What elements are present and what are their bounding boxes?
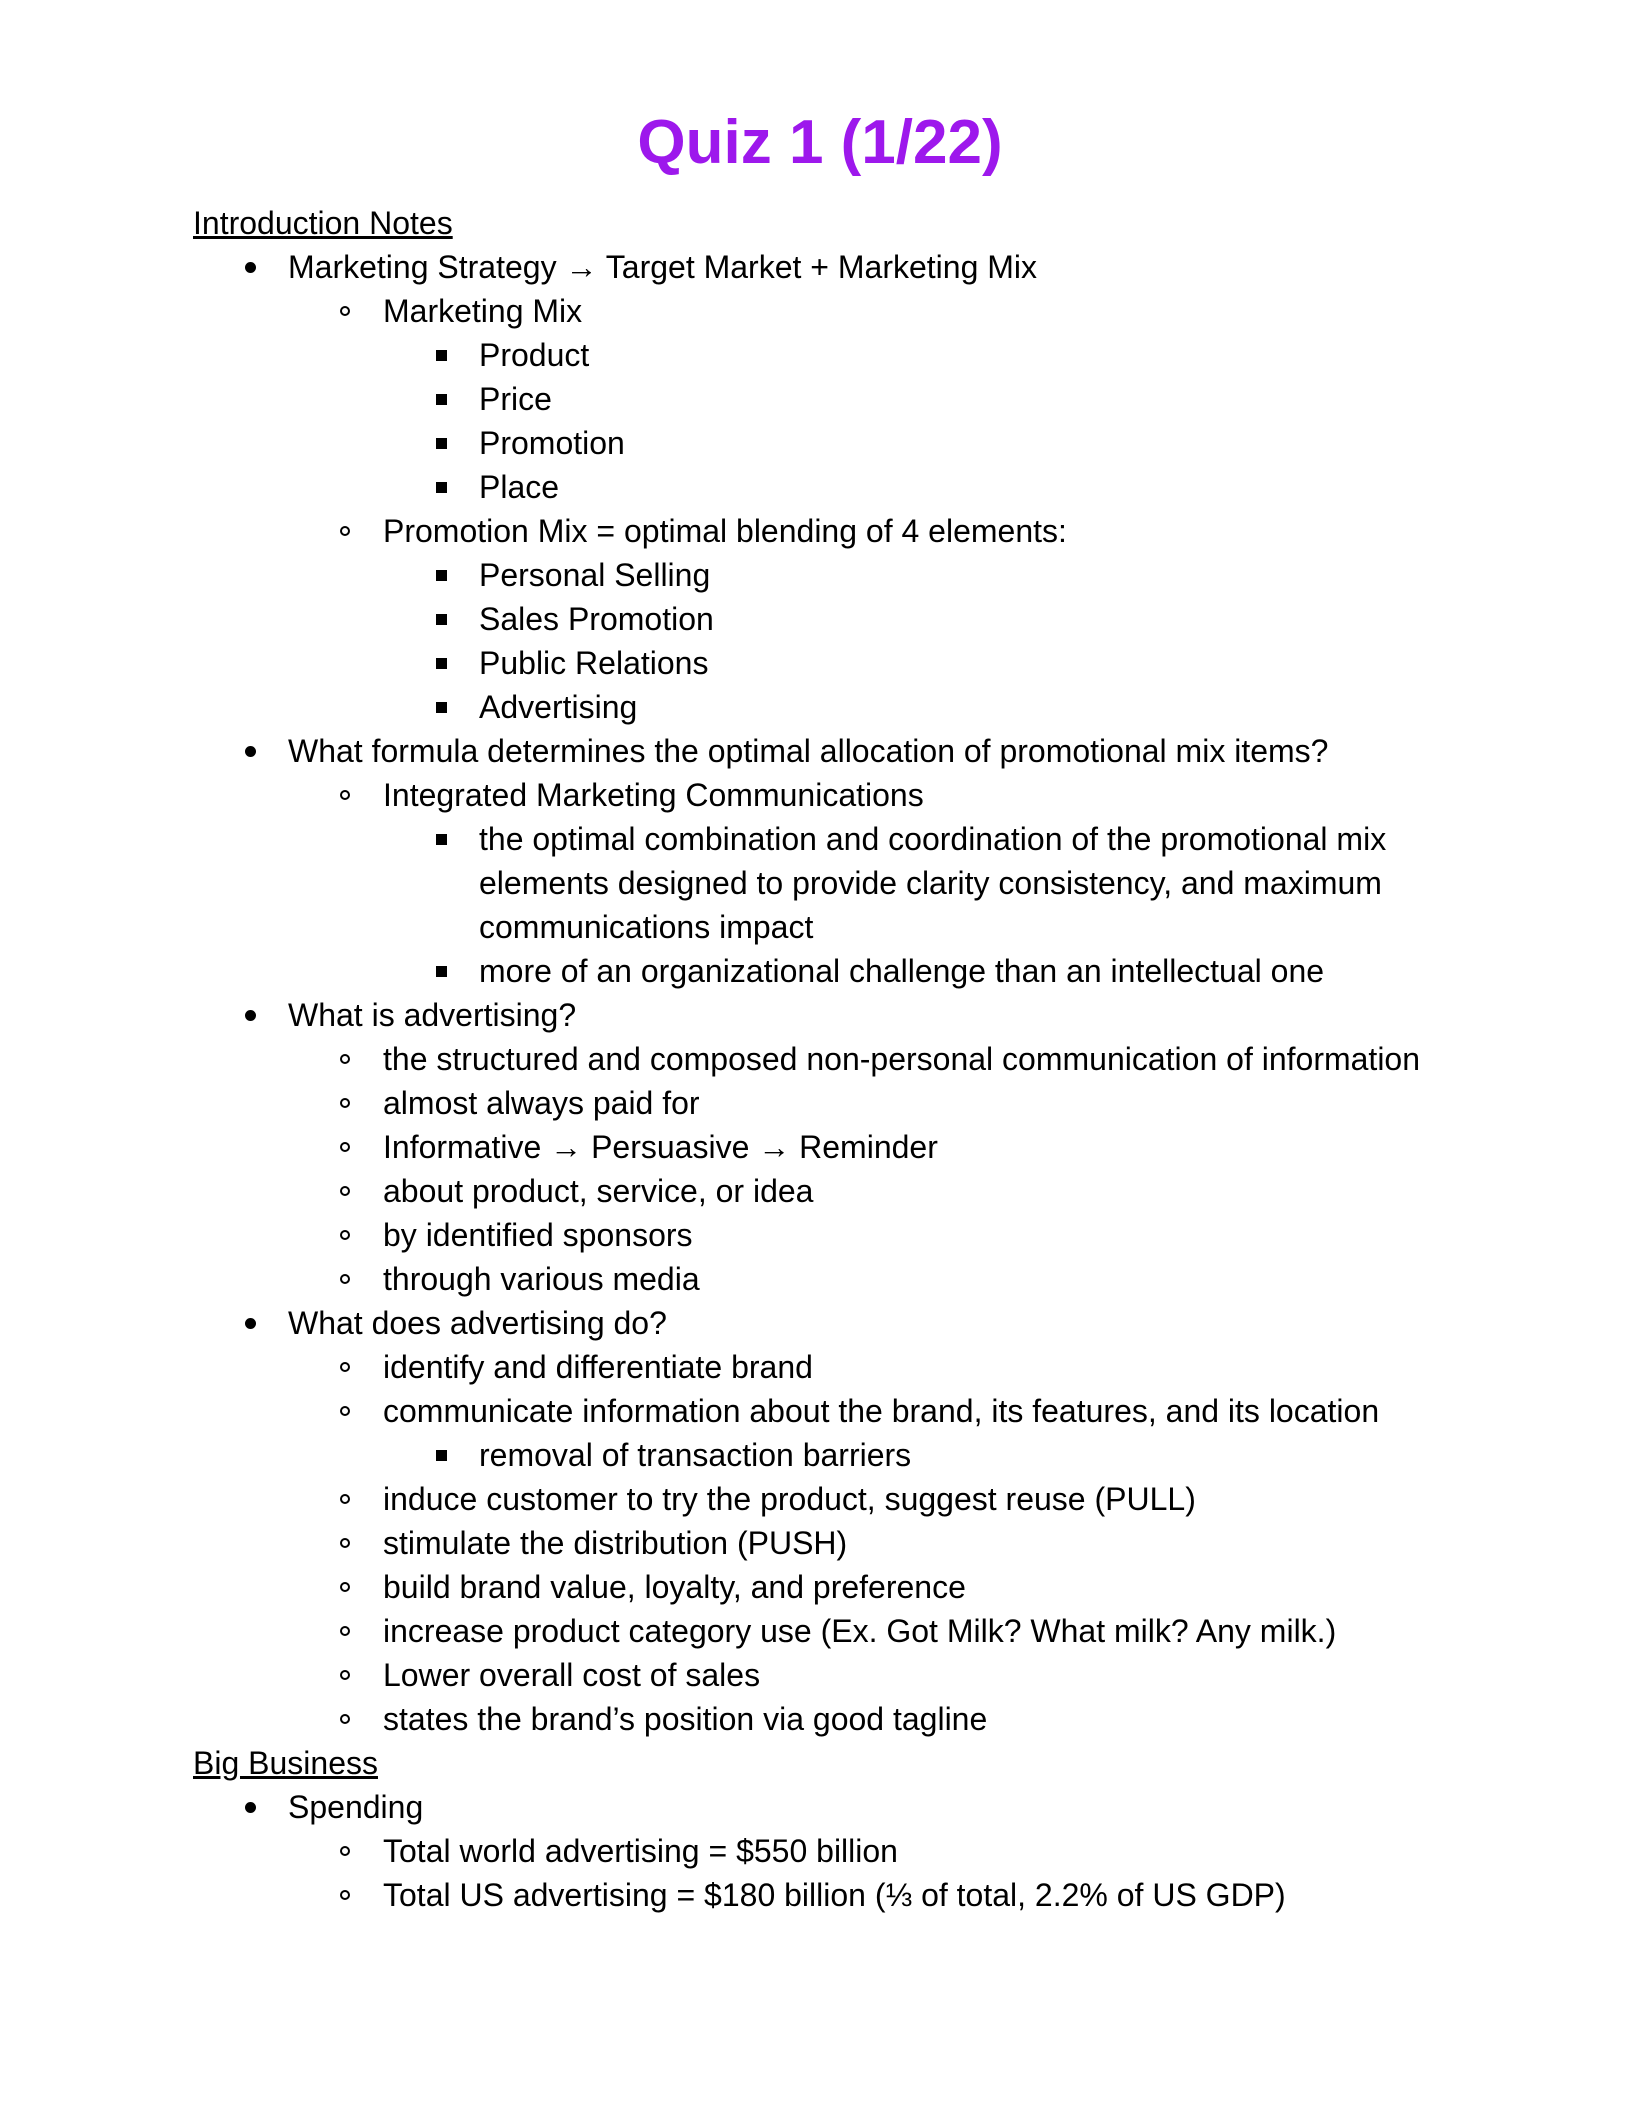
circle-bullet-icon [333,1037,357,1081]
list-item-text: communicate information about the brand, its features, and its location [383,1393,1380,1429]
list-item [193,1609,1453,1653]
list-item-text: stimulate the distribution (PUSH) [383,1525,848,1561]
list-item [193,509,1453,553]
square-bullet-icon [429,377,453,421]
list-item-text: more of an organizational challenge than an intellectual one [479,953,1325,989]
list-item-text: Price [479,381,552,417]
square-bullet-icon [429,817,453,861]
list-item-text: Product [479,337,590,373]
circle-bullet-icon [333,1213,357,1257]
list-item [193,1213,1453,1257]
square-bullet-icon [429,333,453,377]
list-item [193,1697,1453,1741]
circle-bullet-icon [333,1829,357,1873]
bullet-list [193,245,1453,1741]
list-item-text: the optimal combination and coordination of the promotional mix elements designed to provide clarity consistency, and maximum communications impact [479,821,1387,945]
list-item-text: increase product category use (Ex. Got Milk? What milk? Any milk.) [383,1613,1337,1649]
list-item [193,685,1453,729]
list-item [193,641,1453,685]
list-item [193,1257,1453,1301]
list-item [193,817,1453,949]
list-item [193,1389,1453,1433]
square-bullet-icon [429,597,453,641]
square-bullet-icon [429,465,453,509]
circle-bullet-icon [333,1697,357,1741]
disc-bullet-icon [238,993,262,1037]
list-item-text: Promotion [479,425,625,461]
section-heading: Big Business [193,1745,378,1781]
circle-bullet-icon [333,1873,357,1917]
square-bullet-icon [429,641,453,685]
list-item-text: What does advertising do? [288,1305,667,1341]
square-bullet-icon [429,1433,453,1477]
list-item-text: by identified sponsors [383,1217,693,1253]
list-item-text: What is advertising? [288,997,577,1033]
list-item [193,1565,1453,1609]
circle-bullet-icon [333,1125,357,1169]
list-item-text: build brand value, loyalty, and preference [383,1569,966,1605]
circle-bullet-icon [333,1521,357,1565]
list-item [193,1301,1453,1345]
list-item [193,949,1453,993]
list-item-text: Advertising [479,689,638,725]
list-item [193,1829,1453,1873]
bullet-list [193,1785,1453,1917]
circle-bullet-icon [333,1389,357,1433]
circle-bullet-icon [333,1653,357,1697]
list-item [193,1433,1453,1477]
list-item [193,1785,1453,1829]
list-item [193,1081,1453,1125]
list-item-text: almost always paid for [383,1085,700,1121]
list-item [193,993,1453,1037]
list-item [193,1873,1453,1917]
section-heading: Introduction Notes [193,205,453,241]
list-item-text: Spending [288,1789,424,1825]
list-item [193,377,1453,421]
disc-bullet-icon [238,1301,262,1345]
list-item [193,1169,1453,1213]
list-item-text: Informative → Persuasive → Reminder [383,1129,938,1165]
list-item [193,421,1453,465]
list-item [193,465,1453,509]
list-item-text: Integrated Marketing Communications [383,777,924,813]
list-item-text: removal of transaction barriers [479,1437,912,1473]
square-bullet-icon [429,685,453,729]
list-item [193,333,1453,377]
list-item-text: Place [479,469,560,505]
list-item-text: about product, service, or idea [383,1173,814,1209]
list-item [193,289,1453,333]
disc-bullet-icon [238,245,262,289]
list-item [193,553,1453,597]
list-item [193,1477,1453,1521]
list-item-text: Marketing Mix [383,293,583,329]
square-bullet-icon [429,553,453,597]
list-item-text: Public Relations [479,645,709,681]
list-item-text: Personal Selling [479,557,711,593]
square-bullet-icon [429,949,453,993]
circle-bullet-icon [333,1477,357,1521]
list-item-text: through various media [383,1261,700,1297]
list-item-text: Sales Promotion [479,601,714,637]
list-item [193,597,1453,641]
list-item-text: Marketing Strategy → Target Market + Marketing Mix [288,249,1038,285]
list-item [193,1125,1453,1169]
list-item [193,1037,1453,1081]
list-item-text: What formula determines the optimal allocation of promotional mix items? [288,733,1329,769]
disc-bullet-icon [238,729,262,773]
square-bullet-icon [429,421,453,465]
list-item-text: states the brand’s position via good tagline [383,1701,988,1737]
list-item [193,245,1453,289]
list-item [193,1345,1453,1389]
list-item-text: Promotion Mix = optimal blending of 4 elements: [383,513,1067,549]
notes-content [193,201,1453,1917]
circle-bullet-icon [333,289,357,333]
page-title: Quiz 1 (1/22) [637,108,1003,177]
list-item-text: identify and differentiate brand [383,1349,813,1385]
circle-bullet-icon [333,1169,357,1213]
list-item-text: the structured and composed non-personal communication of information [383,1041,1421,1077]
circle-bullet-icon [333,1609,357,1653]
list-item [193,1653,1453,1697]
list-item [193,1521,1453,1565]
circle-bullet-icon [333,1081,357,1125]
circle-bullet-icon [333,1345,357,1389]
circle-bullet-icon [333,773,357,817]
list-item-text: induce customer to try the product, suggest reuse (PULL) [383,1481,1196,1517]
list-item [193,773,1453,817]
disc-bullet-icon [238,1785,262,1829]
list-item-text: Total world advertising = $550 billion [383,1833,898,1869]
circle-bullet-icon [333,509,357,553]
list-item-text: Lower overall cost of sales [383,1657,761,1693]
list-item [193,729,1453,773]
list-item-text: Total US advertising = $180 billion (⅓ of total, 2.2% of US GDP) [383,1877,1286,1913]
circle-bullet-icon [333,1565,357,1609]
circle-bullet-icon [333,1257,357,1301]
